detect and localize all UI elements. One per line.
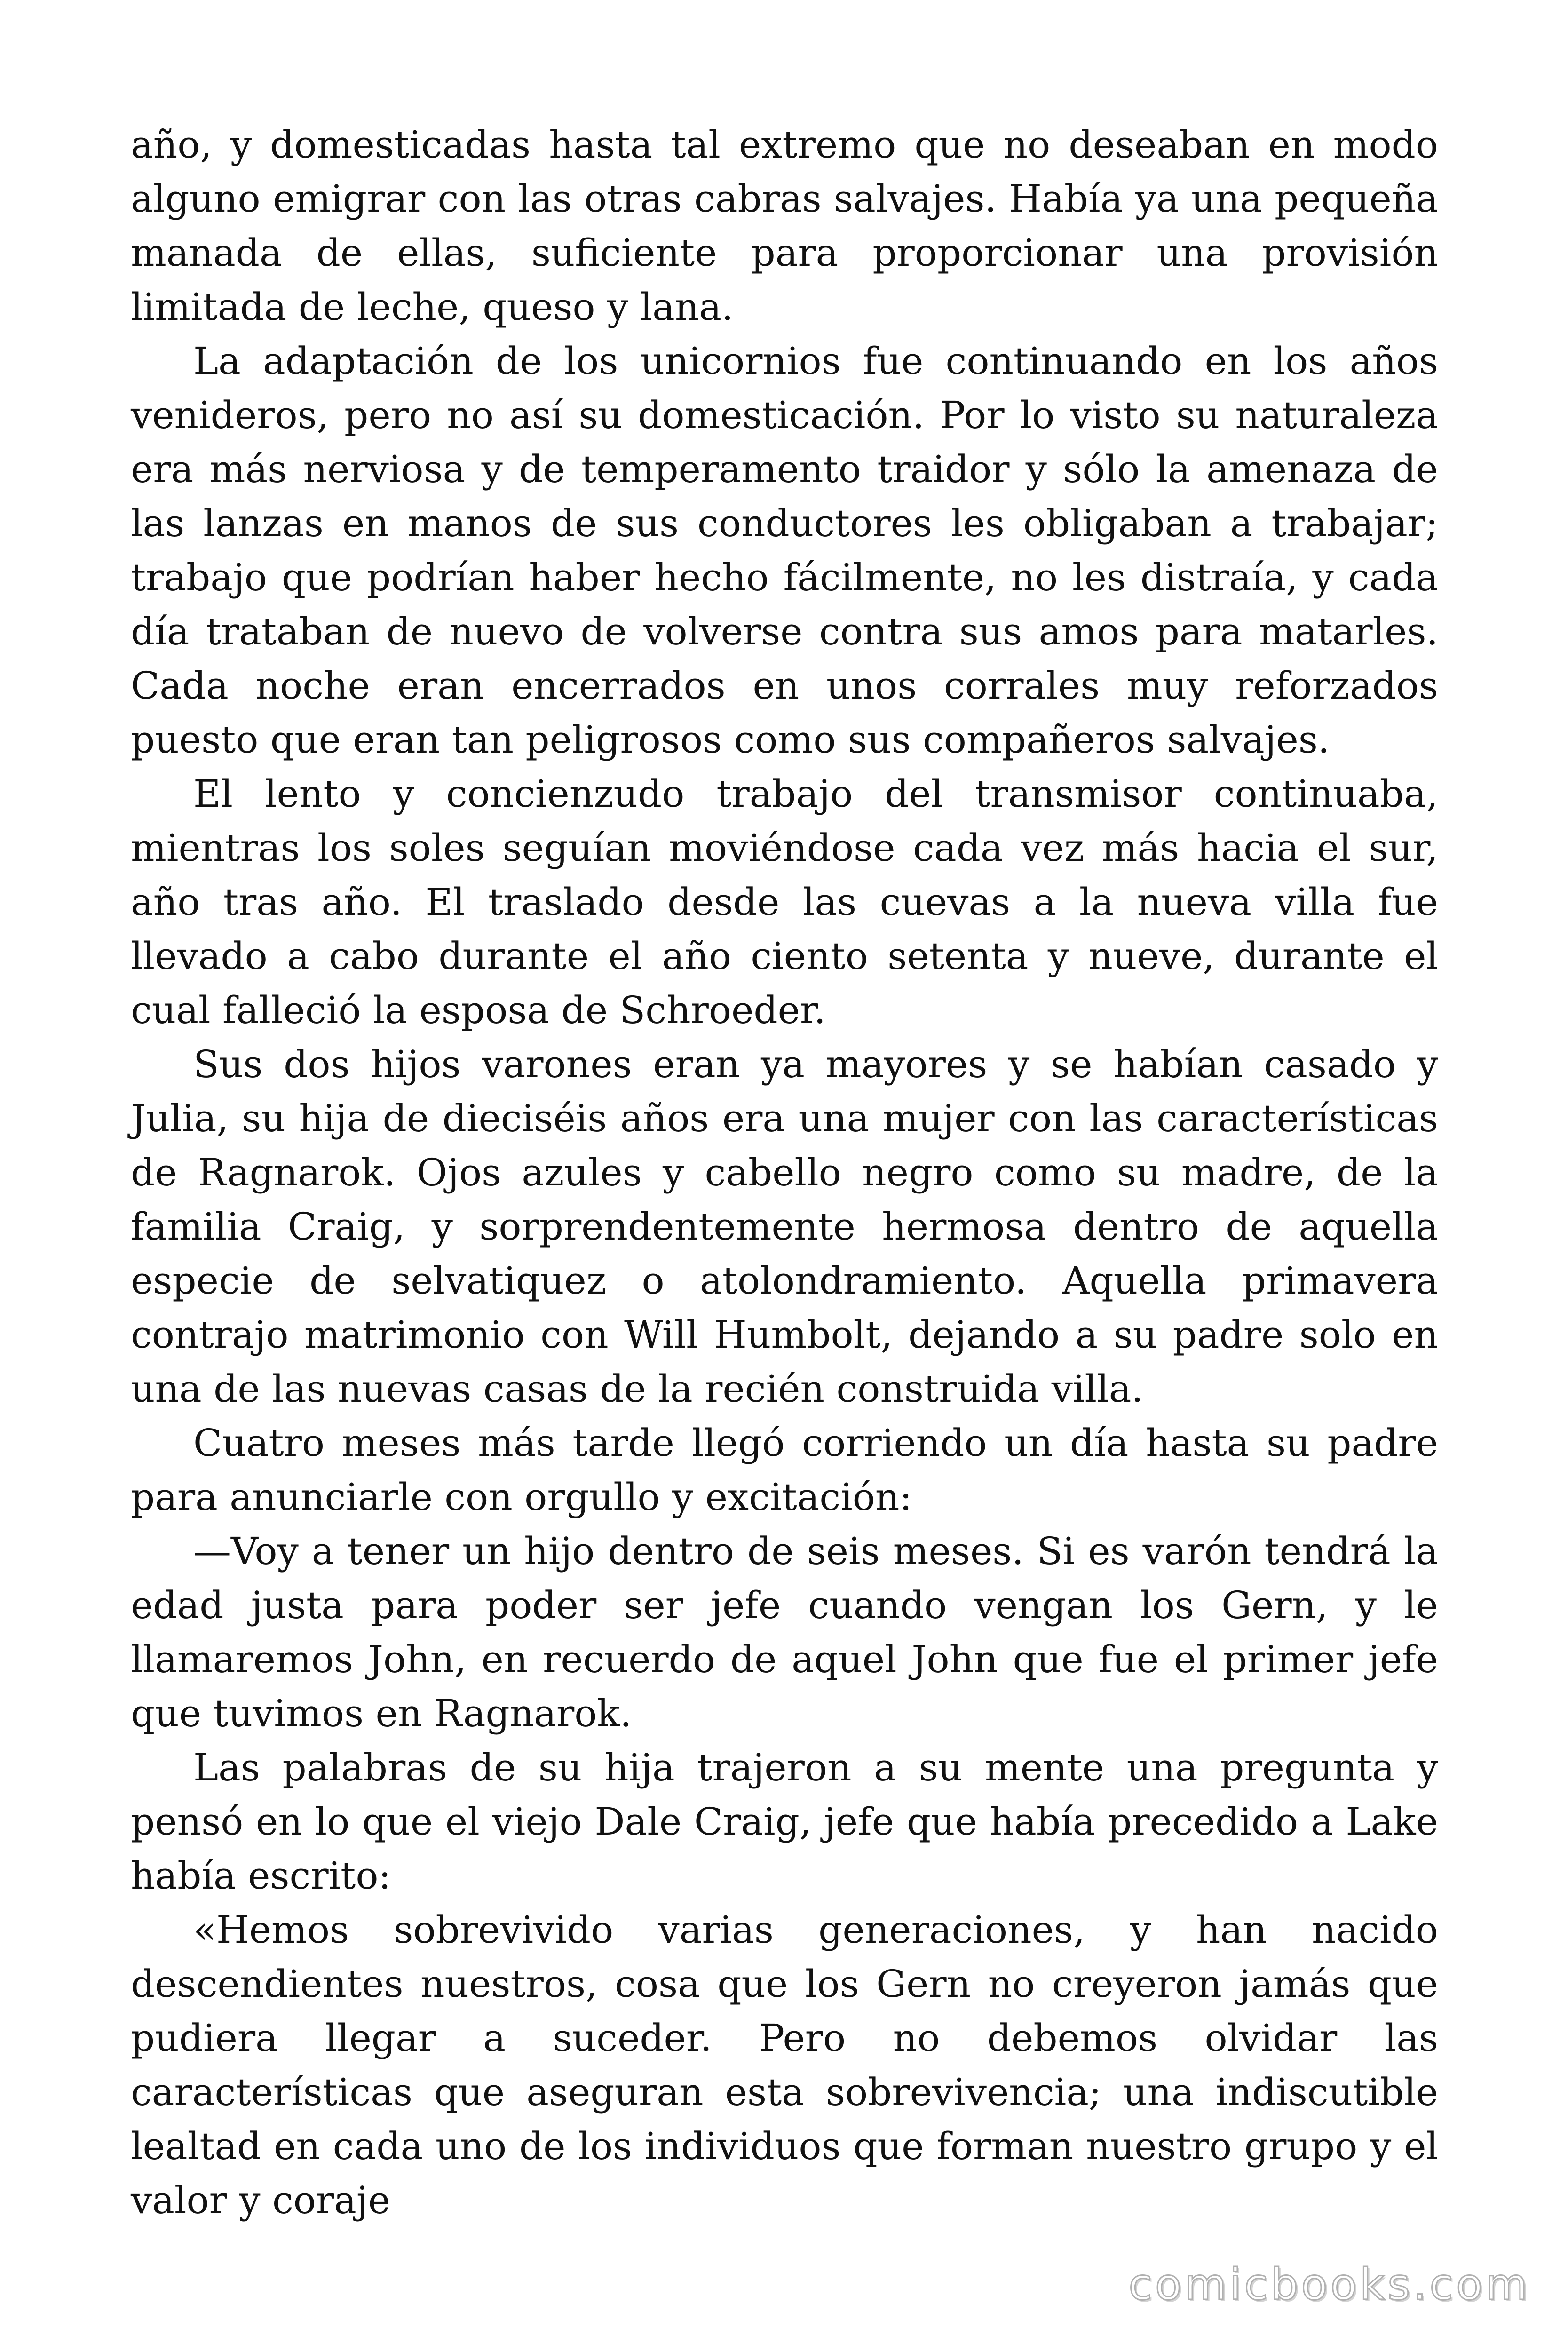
paragraph-continuation: año, y domesticadas hasta tal extremo que no deseaban en modo alguno emigrar con las otras cabras salvajes. Había ya una pequeña manada de ellas, suficiente para proporcionar una provisión limitada de leche, queso y lana. [131,123,1438,329]
watermark: comicbooks.com [1128,2259,1530,2310]
paragraph-julia: Sus dos hijos varones eran ya mayores y se habían casado y Julia, su hija de dieciséis años era una mujer con las características de Ragnarok. Ojos azules y cabello negro como su madre, de la familia Craig, y sorprendentemente hermosa dentro de aquella especie de selvatiquez o atolondramiento. Aquella primavera contrajo matrimonio con Will Humbolt, dejando a su padre solo en una de las nuevas casas de la recién construida villa. [131,1042,1438,1411]
paragraph-unicorns: La adaptación de los unicornios fue continuando en los años venideros, pero no así su domesticación. Por lo visto su naturaleza era más nerviosa y de temperamento traidor y sólo la amenaza de las lanzas en manos de sus conductores les obligaban a trabajar; trabajo que podrían haber hecho fácilmente, no les distraía, y cada día trataban de nuevo de volverse contra sus amos para matarles. Cada noche eran encerrados en unos corrales muy reforzados puesto que eran tan peligrosos como sus compañeros salvajes. [131,339,1438,762]
paragraph-dialogue: —Voy a tener un hijo dentro de seis meses. Si es varón tendrá la edad justa para poder ser jefe cuando vengan los Gern, y le llamaremos John, en recuerdo de aquel John que fue el primer jefe que tuvimos en Ragnarok. [131,1529,1438,1735]
body-text [131,118,1438,2227]
paragraph-daughter-words: Las palabras de su hija trajeron a su mente una pregunta y pensó en lo que el viejo Dale Craig, jefe que había precedido a Lake había escrito: [131,1746,1438,1898]
paragraph-four-months: Cuatro meses más tarde llegó corriendo un día hasta su padre para anunciarle con orgullo y excitación: [131,1421,1438,1519]
paragraph-transmitter: El lento y concienzudo trabajo del transmisor continuaba, mientras los soles seguían moviéndose cada vez más hacia el sur, año tras año. El traslado desde las cuevas a la nueva villa fue llevado a cabo durante el año ciento setenta y nueve, durante el cual falleció la esposa de Schroeder. [131,772,1438,1032]
paragraph-quote: «Hemos sobrevivido varias generaciones, y han nacido descendientes nuestros, cosa que los Gern no creyeron jamás que pudiera llegar a suceder. Pero no debemos olvidar las características que aseguran esta sobrevivencia; una indiscutible lealtad en cada uno de los individuos que forman nuestro grupo y el valor y coraje [131,1908,1438,2222]
